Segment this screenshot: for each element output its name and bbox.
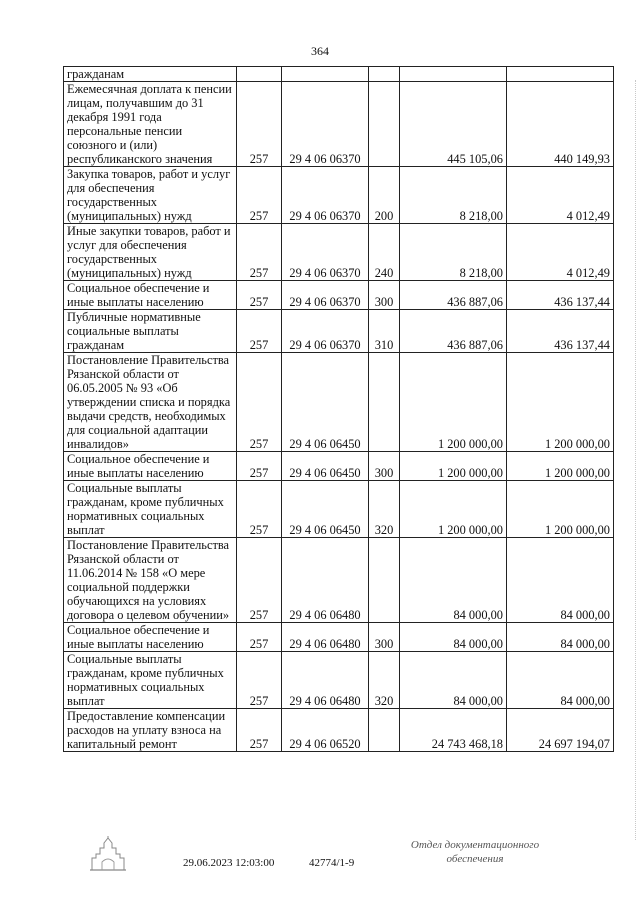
table-row [64,652,614,709]
row-value-2: 436 137,44 [507,281,614,310]
row-vr [369,709,400,752]
table-row [64,353,614,452]
table-row [64,281,614,310]
row-name: Публичные нормативные социальные выплаты гражданам [64,310,237,353]
row-csr [282,67,369,82]
row-value-2: 1 200 000,00 [507,481,614,538]
table-row [64,67,614,82]
row-code: 257 [237,167,282,224]
page-edge-marks [631,80,636,840]
row-value-2: 440 149,93 [507,82,614,167]
row-code: 257 [237,452,282,481]
row-code: 257 [237,281,282,310]
row-value-1: 436 887,06 [400,310,507,353]
row-value-2: 24 697 194,07 [507,709,614,752]
footer-dept-line2: обеспечения [446,853,504,865]
row-csr: 29 4 06 06370 [282,310,369,353]
row-code: 257 [237,623,282,652]
row-value-2: 84 000,00 [507,623,614,652]
row-value-1: 8 218,00 [400,167,507,224]
row-value-1: 1 200 000,00 [400,481,507,538]
row-value-1: 1 200 000,00 [400,452,507,481]
row-csr: 29 4 06 06370 [282,224,369,281]
row-vr [369,538,400,623]
row-name: Социальное обеспечение и иные выплаты населению [64,623,237,652]
row-name: Закупка товаров, работ и услуг для обеспечения государственных (муниципальных) нужд [64,167,237,224]
row-csr: 29 4 06 06480 [282,623,369,652]
row-value-1: 436 887,06 [400,281,507,310]
row-name: гражданам [64,67,237,82]
row-value-2: 1 200 000,00 [507,452,614,481]
row-value-1: 84 000,00 [400,623,507,652]
table-row [64,82,614,167]
row-value-1: 445 105,06 [400,82,507,167]
row-code: 257 [237,538,282,623]
row-vr [369,82,400,167]
row-code: 257 [237,709,282,752]
row-code: 257 [237,652,282,709]
row-code: 257 [237,353,282,452]
row-name: Иные закупки товаров, работ и услуг для обеспечения государственных (муниципальных) нужд [64,224,237,281]
row-vr: 300 [369,623,400,652]
row-name: Социальные выплаты гражданам, кроме публичных нормативных социальных выплат [64,481,237,538]
row-code: 257 [237,481,282,538]
row-csr: 29 4 06 06370 [282,281,369,310]
row-value-1 [400,67,507,82]
table-row [64,623,614,652]
row-csr: 29 4 06 06450 [282,353,369,452]
row-value-1: 84 000,00 [400,652,507,709]
row-code: 257 [237,82,282,167]
table-row [64,538,614,623]
row-value-1: 24 743 468,18 [400,709,507,752]
table-row [64,481,614,538]
footer-datetime: 29.06.2023 12:03:00 [183,857,275,869]
row-name: Социальные выплаты гражданам, кроме публичных нормативных социальных выплат [64,652,237,709]
row-value-2: 84 000,00 [507,652,614,709]
row-vr: 200 [369,167,400,224]
budget-table [63,66,614,752]
row-code: 257 [237,224,282,281]
row-vr: 240 [369,224,400,281]
row-value-1: 1 200 000,00 [400,353,507,452]
row-code: 257 [237,310,282,353]
page-number: 364 [311,44,329,58]
footer-reg-number: 42774/1-9 [309,857,355,869]
row-vr: 320 [369,481,400,538]
row-value-2: 1 200 000,00 [507,353,614,452]
row-name: Ежемесячная доплата к пенсии лицам, получавшим до 31 декабря 1991 года персональные пенсии союзного и (или) республиканского значения [64,82,237,167]
row-vr: 320 [369,652,400,709]
row-value-2: 4 012,49 [507,167,614,224]
footer-department-stamp [400,838,550,866]
table-row [64,224,614,281]
row-vr: 300 [369,281,400,310]
row-value-2: 84 000,00 [507,538,614,623]
kremlin-emblem-icon [88,836,128,877]
row-vr [369,67,400,82]
table-row [64,709,614,752]
row-name: Предоставление компенсации расходов на уплату взноса на капитальный ремонт [64,709,237,752]
table-row [64,452,614,481]
row-csr: 29 4 06 06450 [282,452,369,481]
row-name: Постановление Правительства Рязанской области от 06.05.2005 № 93 «Об утверждении списка и порядка выдачи средств, необходимых для социальной адаптации инвалидов» [64,353,237,452]
row-value-1: 8 218,00 [400,224,507,281]
row-csr: 29 4 06 06450 [282,481,369,538]
row-value-2 [507,67,614,82]
row-vr: 310 [369,310,400,353]
row-name: Социальное обеспечение и иные выплаты населению [64,452,237,481]
row-value-2: 4 012,49 [507,224,614,281]
row-vr: 300 [369,452,400,481]
footer-dept-line1: Отдел документационного [410,839,540,851]
row-csr: 29 4 06 06370 [282,82,369,167]
row-csr: 29 4 06 06480 [282,652,369,709]
row-code [237,67,282,82]
row-name: Постановление Правительства Рязанской области от 11.06.2014 № 158 «О мере социальной поддержки обучающихся на условиях договора о целевом обучении» [64,538,237,623]
row-csr: 29 4 06 06370 [282,167,369,224]
row-vr [369,353,400,452]
row-value-1: 84 000,00 [400,538,507,623]
row-value-2: 436 137,44 [507,310,614,353]
row-name: Социальное обеспечение и иные выплаты населению [64,281,237,310]
row-csr: 29 4 06 06520 [282,709,369,752]
table-row [64,167,614,224]
row-csr: 29 4 06 06480 [282,538,369,623]
table-row [64,310,614,353]
